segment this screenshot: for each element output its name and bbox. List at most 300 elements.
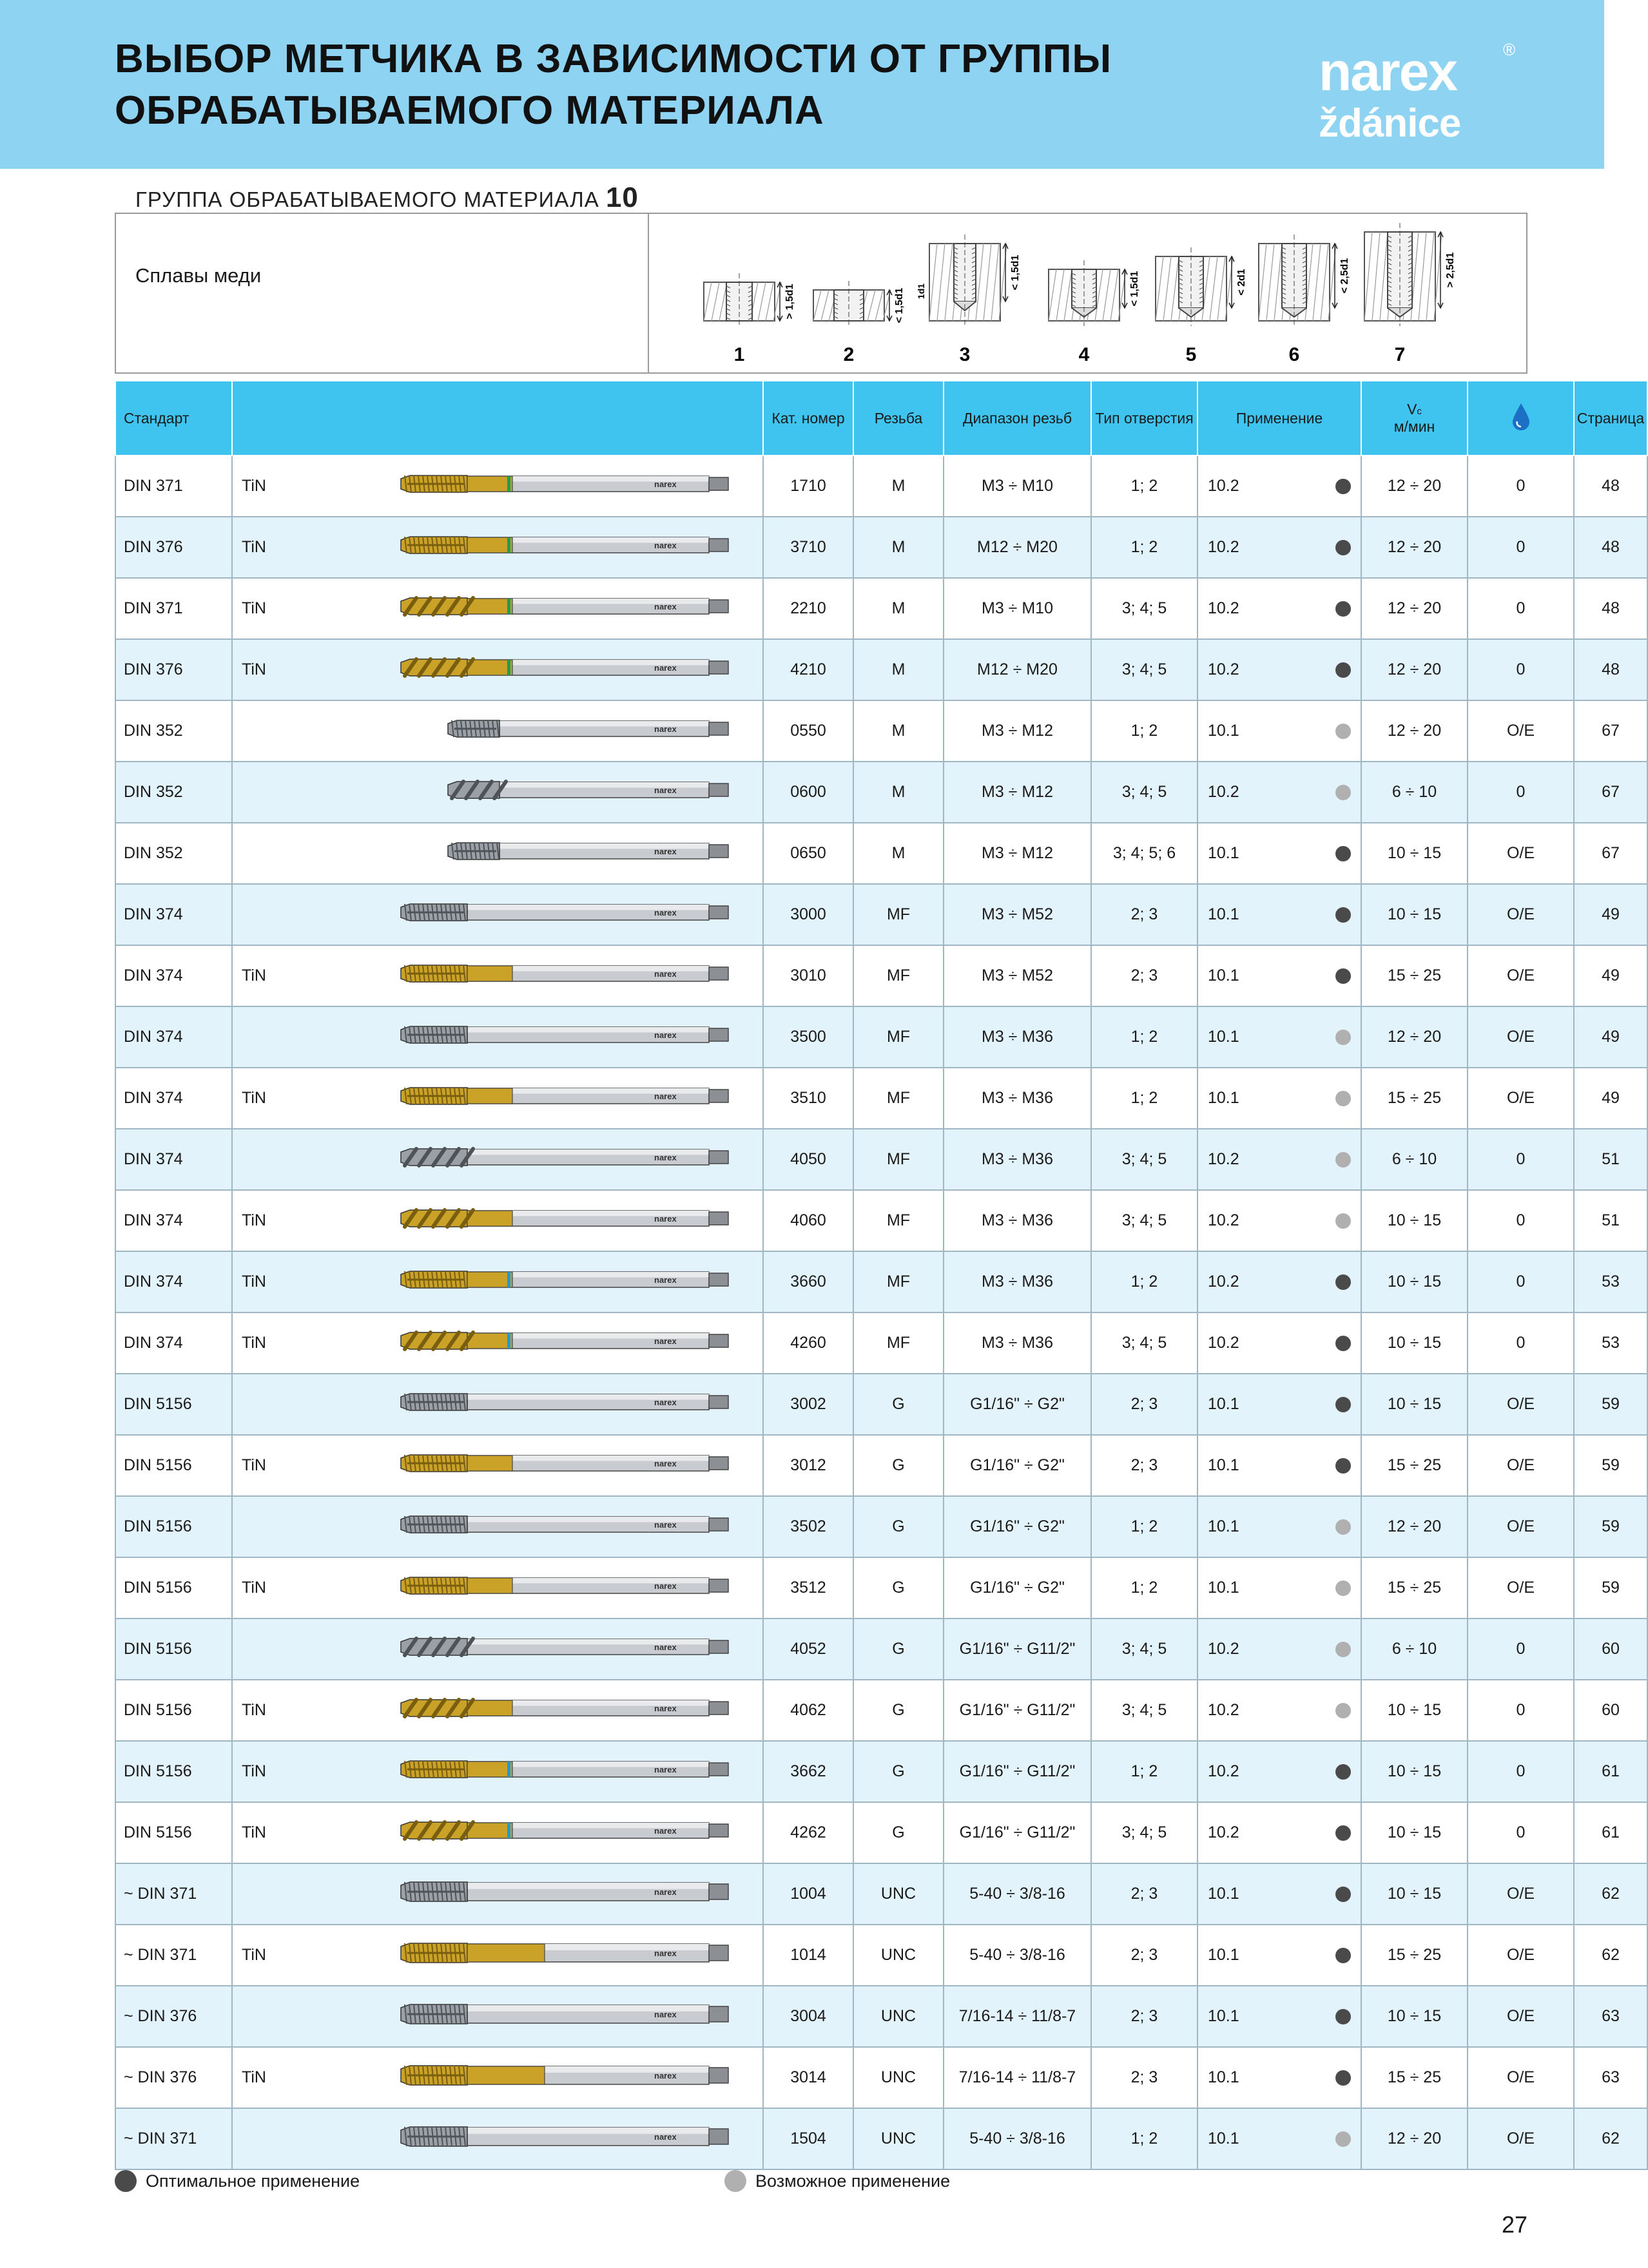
svg-text:narex: narex (654, 663, 677, 673)
legend-optimal (115, 2170, 360, 2192)
hole-type-3 (916, 235, 1021, 365)
cell-thread: MF (853, 884, 944, 945)
cell-cutting-speed: 10 ÷ 15 (1361, 884, 1468, 945)
cell-page: 59 (1574, 1496, 1647, 1557)
cell-coolant: 0 (1468, 1190, 1574, 1251)
cell-tap-image (316, 2108, 763, 2169)
cell-coating (232, 1619, 316, 1680)
cell-hole-type: 3; 4; 5 (1091, 762, 1197, 823)
hole-type-4 (1049, 260, 1140, 365)
cell-cat-number: 4062 (763, 1680, 853, 1741)
cell-tap-image (316, 1374, 763, 1435)
cell-thread-range: G1/16" ÷ G2" (944, 1557, 1091, 1619)
cell-standard: DIN 5156 (115, 1435, 232, 1496)
cell-coolant: O/E (1468, 823, 1574, 884)
cell-thread: G (853, 1619, 944, 1680)
svg-text:narex: narex (654, 541, 677, 550)
cell-thread: G (853, 1496, 944, 1557)
cell-page: 63 (1574, 1986, 1647, 2047)
cell-cat-number: 1504 (763, 2108, 853, 2169)
cell-coolant: 0 (1468, 517, 1574, 578)
svg-text:narex: narex (654, 908, 677, 918)
table-row (115, 1068, 1647, 1129)
cell-thread-range: G1/16" ÷ G11/2" (944, 1802, 1091, 1863)
cell-coating: TiN (232, 1680, 316, 1741)
cell-hole-type: 2; 3 (1091, 945, 1197, 1006)
possible-dot-icon (1335, 1581, 1351, 1596)
cell-thread: M (853, 456, 944, 517)
table-row (115, 1619, 1647, 1680)
cell-hole-type: 2; 3 (1091, 1925, 1197, 1986)
cell-cutting-speed: 12 ÷ 20 (1361, 517, 1468, 578)
possible-dot-icon (1335, 1519, 1351, 1535)
cell-coating (232, 1986, 316, 2047)
cell-hole-type: 1; 2 (1091, 1251, 1197, 1312)
legend-possible-label: Возможное применение (755, 2171, 951, 2191)
hole-type-number: 5 (1185, 344, 1197, 365)
tap-illustration (316, 1252, 763, 1307)
optimal-dot-icon (1335, 1948, 1351, 1963)
material-group-label: ГРУППА ОБРАБАТЫВАЕМОГО МАТЕРИАЛА (135, 187, 606, 211)
cell-coating (232, 2108, 316, 2169)
table-row (115, 639, 1647, 700)
hole-extra-label: 1d1 (916, 283, 926, 300)
hole-type-number: 1 (733, 344, 745, 365)
cell-standard: DIN 374 (115, 884, 232, 945)
cell-thread-range: M12 ÷ M20 (944, 517, 1091, 578)
cell-tap-image (316, 2047, 763, 2108)
page-title (115, 34, 1112, 137)
cell-hole-type: 3; 4; 5 (1091, 1312, 1197, 1374)
cell-hole-type: 2; 3 (1091, 1435, 1197, 1496)
table-row (115, 884, 1647, 945)
cell-thread-range: 5-40 ÷ 3/8-16 (944, 1925, 1091, 1986)
cell-hole-type: 1; 2 (1091, 700, 1197, 762)
cell-hole-type: 3; 4; 5; 6 (1091, 823, 1197, 884)
tap-illustration (316, 517, 763, 573)
cell-cutting-speed: 6 ÷ 10 (1361, 762, 1468, 823)
svg-text:®: ® (1503, 40, 1516, 59)
page-title-line1: ВЫБОР МЕТЧИКА В ЗАВИСИМОСТИ ОТ ГРУППЫ (115, 37, 1112, 81)
col-coolant (1468, 381, 1574, 456)
optimal-dot-icon (1335, 1336, 1351, 1351)
cell-thread-range: G1/16" ÷ G2" (944, 1435, 1091, 1496)
cell-thread: G (853, 1741, 944, 1802)
cell-coating (232, 884, 316, 945)
tap-illustration (316, 1803, 763, 1858)
vc-subscript: c (1417, 406, 1422, 417)
cell-page: 51 (1574, 1190, 1647, 1251)
cell-cutting-speed: 10 ÷ 15 (1361, 1251, 1468, 1312)
cell-standard: DIN 5156 (115, 1619, 232, 1680)
cell-coolant: O/E (1468, 1435, 1574, 1496)
application-code: 10.1 (1208, 1946, 1239, 1964)
optimal-dot-icon (1335, 1764, 1351, 1780)
cell-page: 63 (1574, 2047, 1647, 2108)
hole-type-1 (704, 273, 795, 365)
table-row (115, 1312, 1647, 1374)
application-code: 10.1 (1208, 2007, 1239, 2025)
cell-coolant: O/E (1468, 1925, 1574, 1986)
cell-thread-range: M3 ÷ M36 (944, 1312, 1091, 1374)
cell-cat-number: 4210 (763, 639, 853, 700)
cell-tap-image (316, 1190, 763, 1251)
cell-coating (232, 823, 316, 884)
application-code: 10.2 (1208, 538, 1239, 556)
cell-coolant: 0 (1468, 1251, 1574, 1312)
hole-type-number: 2 (843, 344, 855, 365)
hole-type-6 (1259, 235, 1350, 365)
cell-standard: ~ DIN 371 (115, 2108, 232, 2169)
cell-coating: TiN (232, 456, 316, 517)
cell-page: 62 (1574, 1925, 1647, 1986)
cell-cat-number: 4260 (763, 1312, 853, 1374)
cell-coating: TiN (232, 517, 316, 578)
cell-standard: DIN 352 (115, 700, 232, 762)
application-code: 10.2 (1208, 1150, 1239, 1168)
cell-tap-image (316, 1068, 763, 1129)
cell-tap-image (316, 823, 763, 884)
table-row (115, 2108, 1647, 2169)
cell-standard: ~ DIN 376 (115, 2047, 232, 2108)
application-code: 10.1 (1208, 1089, 1239, 1107)
hole-depth-label: < 1,5d1 (894, 287, 905, 323)
cell-tap-image (316, 1802, 763, 1863)
cell-hole-type: 1; 2 (1091, 1068, 1197, 1129)
material-name: Сплавы меди (135, 264, 262, 287)
col-page: Страница (1574, 381, 1647, 456)
col-application: Применение (1197, 381, 1361, 456)
cell-thread: G (853, 1802, 944, 1863)
cell-thread: MF (853, 1068, 944, 1129)
cell-application (1197, 1557, 1361, 1619)
cell-standard: DIN 371 (115, 456, 232, 517)
cell-coolant: O/E (1468, 1374, 1574, 1435)
cell-cat-number: 4060 (763, 1190, 853, 1251)
cell-hole-type: 3; 4; 5 (1091, 578, 1197, 639)
cell-standard: DIN 374 (115, 1251, 232, 1312)
cell-application (1197, 1374, 1361, 1435)
cell-tap-image (316, 1129, 763, 1190)
cell-cutting-speed: 10 ÷ 15 (1361, 1190, 1468, 1251)
cell-page: 59 (1574, 1435, 1647, 1496)
cell-thread-range: M3 ÷ M10 (944, 456, 1091, 517)
cell-cutting-speed: 6 ÷ 10 (1361, 1619, 1468, 1680)
cell-coolant: O/E (1468, 884, 1574, 945)
cell-thread-range: G1/16" ÷ G11/2" (944, 1741, 1091, 1802)
svg-text:narex: narex (1319, 41, 1457, 102)
cell-tap-image (316, 1251, 763, 1312)
svg-text:narex: narex (654, 724, 677, 734)
cell-page: 59 (1574, 1557, 1647, 1619)
cell-thread-range: 7/16-14 ÷ 11/8-7 (944, 1986, 1091, 2047)
cell-coating (232, 700, 316, 762)
table-row (115, 823, 1647, 884)
hole-depth-label: < 2,5d1 (1339, 258, 1350, 294)
cell-page: 48 (1574, 639, 1647, 700)
cell-cutting-speed: 15 ÷ 25 (1361, 1925, 1468, 1986)
hole-depth-label: < 1,5d1 (1129, 271, 1140, 307)
tap-illustration (316, 1007, 763, 1062)
cell-application (1197, 700, 1361, 762)
tap-illustration (316, 1129, 763, 1185)
page-title-line2: ОБРАБАТЫВАЕМОГО МАТЕРИАЛА (115, 88, 824, 133)
cell-coolant: 0 (1468, 1741, 1574, 1802)
cell-coating (232, 1496, 316, 1557)
possible-dot-icon (1335, 1703, 1351, 1718)
cell-thread: MF (853, 1251, 944, 1312)
cell-cat-number: 3012 (763, 1435, 853, 1496)
table-row (115, 1129, 1647, 1190)
cell-coating (232, 762, 316, 823)
table-row (115, 1986, 1647, 2047)
cell-page: 67 (1574, 700, 1647, 762)
cell-cat-number: 3010 (763, 945, 853, 1006)
cell-coolant: 0 (1468, 1312, 1574, 1374)
cell-cutting-speed: 10 ÷ 15 (1361, 1863, 1468, 1925)
optimal-dot-icon (1335, 479, 1351, 494)
cell-cat-number: 3512 (763, 1557, 853, 1619)
cell-coolant: O/E (1468, 2108, 1574, 2169)
cell-cat-number: 3500 (763, 1006, 853, 1068)
cell-thread-range: 5-40 ÷ 3/8-16 (944, 1863, 1091, 1925)
cell-page: 61 (1574, 1802, 1647, 1863)
svg-text:narex: narex (654, 1030, 677, 1040)
tap-illustration (316, 762, 763, 818)
cell-tap-image (316, 1741, 763, 1802)
cell-tap-image (316, 1557, 763, 1619)
optimal-dot-icon (1335, 1825, 1351, 1841)
optimal-dot-icon (1335, 540, 1351, 555)
cell-hole-type: 3; 4; 5 (1091, 1802, 1197, 1863)
col-hole-type: Тип отверстия (1091, 381, 1197, 456)
col-standard: Стандарт (115, 381, 232, 456)
hole-type-5 (1156, 247, 1247, 365)
application-code: 10.2 (1208, 1762, 1239, 1780)
table-row (115, 1190, 1647, 1251)
cell-cat-number: 4050 (763, 1129, 853, 1190)
cell-coating (232, 1863, 316, 1925)
cell-application (1197, 1741, 1361, 1802)
tap-illustration (316, 640, 763, 695)
table-row (115, 517, 1647, 578)
application-code: 10.1 (1208, 2129, 1239, 2148)
cell-application (1197, 1190, 1361, 1251)
cell-application (1197, 1863, 1361, 1925)
possible-dot-icon (1335, 1213, 1351, 1229)
cell-hole-type: 1; 2 (1091, 2108, 1197, 2169)
cell-cat-number: 1004 (763, 1863, 853, 1925)
tap-illustration (316, 701, 763, 756)
cell-coolant: 0 (1468, 578, 1574, 639)
cell-standard: ~ DIN 371 (115, 1863, 232, 1925)
cell-hole-type: 1; 2 (1091, 1006, 1197, 1068)
cell-cutting-speed: 10 ÷ 15 (1361, 1986, 1468, 2047)
cell-page: 60 (1574, 1680, 1647, 1741)
svg-text:narex: narex (654, 1091, 677, 1101)
svg-text:narex: narex (654, 1398, 677, 1407)
cell-tap-image (316, 1312, 763, 1374)
cell-tap-image (316, 1680, 763, 1741)
cell-hole-type: 2; 3 (1091, 884, 1197, 945)
table-row (115, 1863, 1647, 1925)
svg-text:narex: narex (654, 785, 677, 795)
cell-application (1197, 639, 1361, 700)
optimal-dot-icon (115, 2170, 137, 2192)
cell-page: 59 (1574, 1374, 1647, 1435)
application-code: 10.1 (1208, 1456, 1239, 1474)
cell-hole-type: 1; 2 (1091, 517, 1197, 578)
cell-coating: TiN (232, 1925, 316, 1986)
svg-text:narex: narex (654, 1581, 677, 1591)
svg-text:narex: narex (654, 1153, 677, 1162)
application-code: 10.1 (1208, 2068, 1239, 2086)
application-code: 10.2 (1208, 1823, 1239, 1841)
table-row (115, 1435, 1647, 1496)
cell-tap-image (316, 578, 763, 639)
cell-application (1197, 1802, 1361, 1863)
hole-type-number: 6 (1288, 344, 1300, 365)
cell-application (1197, 2108, 1361, 2169)
cell-application (1197, 884, 1361, 945)
cell-application (1197, 762, 1361, 823)
cell-application (1197, 578, 1361, 639)
cell-hole-type: 1; 2 (1091, 1557, 1197, 1619)
cell-tap-image (316, 1925, 763, 1986)
tap-illustration (316, 1619, 763, 1675)
cell-tap-image (316, 517, 763, 578)
cell-page: 48 (1574, 517, 1647, 578)
cell-standard: DIN 374 (115, 1129, 232, 1190)
col-tool (232, 381, 763, 456)
hole-depth-label: > 2,5d1 (1445, 252, 1456, 288)
optimal-dot-icon (1335, 968, 1351, 984)
optimal-dot-icon (1335, 2009, 1351, 2024)
cell-cat-number: 3662 (763, 1741, 853, 1802)
possible-dot-icon (1335, 1091, 1351, 1106)
cell-page: 61 (1574, 1741, 1647, 1802)
svg-text:narex: narex (654, 1275, 677, 1285)
cell-coating: TiN (232, 945, 316, 1006)
cell-thread: M (853, 700, 944, 762)
cell-hole-type: 2; 3 (1091, 1863, 1197, 1925)
cell-standard: DIN 352 (115, 823, 232, 884)
cell-tap-image (316, 1619, 763, 1680)
cell-thread: UNC (853, 1863, 944, 1925)
hole-types-diagram (670, 218, 1508, 372)
cell-standard: DIN 371 (115, 578, 232, 639)
tap-illustration (316, 1374, 763, 1430)
cell-cutting-speed: 12 ÷ 20 (1361, 639, 1468, 700)
cell-tap-image (316, 1986, 763, 2047)
cell-thread: G (853, 1680, 944, 1741)
optimal-dot-icon (1335, 1274, 1351, 1290)
cell-thread: UNC (853, 2108, 944, 2169)
cell-standard: DIN 374 (115, 945, 232, 1006)
cell-tap-image (316, 456, 763, 517)
tap-illustration (316, 946, 763, 1001)
cell-page: 53 (1574, 1312, 1647, 1374)
cell-coating: TiN (232, 1190, 316, 1251)
legend-possible (724, 2170, 950, 2192)
cell-cutting-speed: 15 ÷ 25 (1361, 945, 1468, 1006)
material-box-divider (648, 213, 649, 374)
cell-page: 62 (1574, 2108, 1647, 2169)
application-code: 10.1 (1208, 1885, 1239, 1903)
optimal-dot-icon (1335, 1458, 1351, 1474)
application-code: 10.2 (1208, 1334, 1239, 1352)
cell-hole-type: 3; 4; 5 (1091, 639, 1197, 700)
cell-coolant: 0 (1468, 762, 1574, 823)
possible-dot-icon (1335, 2131, 1351, 2147)
optimal-dot-icon (1335, 846, 1351, 861)
cell-page: 53 (1574, 1251, 1647, 1312)
cell-thread-range: G1/16" ÷ G11/2" (944, 1680, 1091, 1741)
cell-thread: M (853, 639, 944, 700)
hole-type-number: 3 (959, 344, 971, 365)
possible-dot-icon (1335, 785, 1351, 800)
cell-tap-image (316, 945, 763, 1006)
cell-thread-range: 5-40 ÷ 3/8-16 (944, 2108, 1091, 2169)
cell-thread: MF (853, 1312, 944, 1374)
table-row (115, 1680, 1647, 1741)
cell-application (1197, 517, 1361, 578)
possible-dot-icon (724, 2170, 746, 2192)
cell-cat-number: 3660 (763, 1251, 853, 1312)
svg-text:narex: narex (654, 1459, 677, 1468)
cell-coolant: O/E (1468, 1863, 1574, 1925)
cell-hole-type: 3; 4; 5 (1091, 1680, 1197, 1741)
tap-illustration (316, 885, 763, 940)
cell-thread-range: M3 ÷ M12 (944, 700, 1091, 762)
table-row (115, 1741, 1647, 1802)
cell-cat-number: 3004 (763, 1986, 853, 2047)
cell-application (1197, 1435, 1361, 1496)
cell-cutting-speed: 15 ÷ 25 (1361, 1435, 1468, 1496)
cell-coating: TiN (232, 1557, 316, 1619)
material-group-title (135, 182, 639, 214)
cell-page: 48 (1574, 578, 1647, 639)
cell-page: 60 (1574, 1619, 1647, 1680)
tap-illustration (316, 1864, 763, 1919)
optimal-dot-icon (1335, 907, 1351, 923)
cell-coating (232, 1006, 316, 1068)
tap-illustration (316, 1191, 763, 1246)
cell-cat-number: 0600 (763, 762, 853, 823)
application-code: 10.1 (1208, 1028, 1239, 1046)
cell-cutting-speed: 12 ÷ 20 (1361, 1006, 1468, 1068)
tap-illustration (316, 1068, 763, 1124)
cell-coolant: O/E (1468, 1496, 1574, 1557)
hole-type-number: 7 (1394, 344, 1406, 365)
optimal-dot-icon (1335, 601, 1351, 617)
cell-thread: G (853, 1557, 944, 1619)
application-code: 10.1 (1208, 1517, 1239, 1535)
cell-standard: DIN 5156 (115, 1680, 232, 1741)
table-row (115, 1496, 1647, 1557)
table-row (115, 700, 1647, 762)
cell-cutting-speed: 10 ÷ 15 (1361, 1741, 1468, 1802)
optimal-dot-icon (1335, 1887, 1351, 1902)
cell-application (1197, 1251, 1361, 1312)
cell-cutting-speed: 15 ÷ 25 (1361, 1557, 1468, 1619)
tap-illustration (316, 2048, 763, 2103)
application-code: 10.1 (1208, 966, 1239, 985)
application-code: 10.1 (1208, 844, 1239, 862)
svg-text:narex: narex (654, 847, 677, 856)
cell-hole-type: 3; 4; 5 (1091, 1619, 1197, 1680)
application-code: 10.2 (1208, 1211, 1239, 1229)
